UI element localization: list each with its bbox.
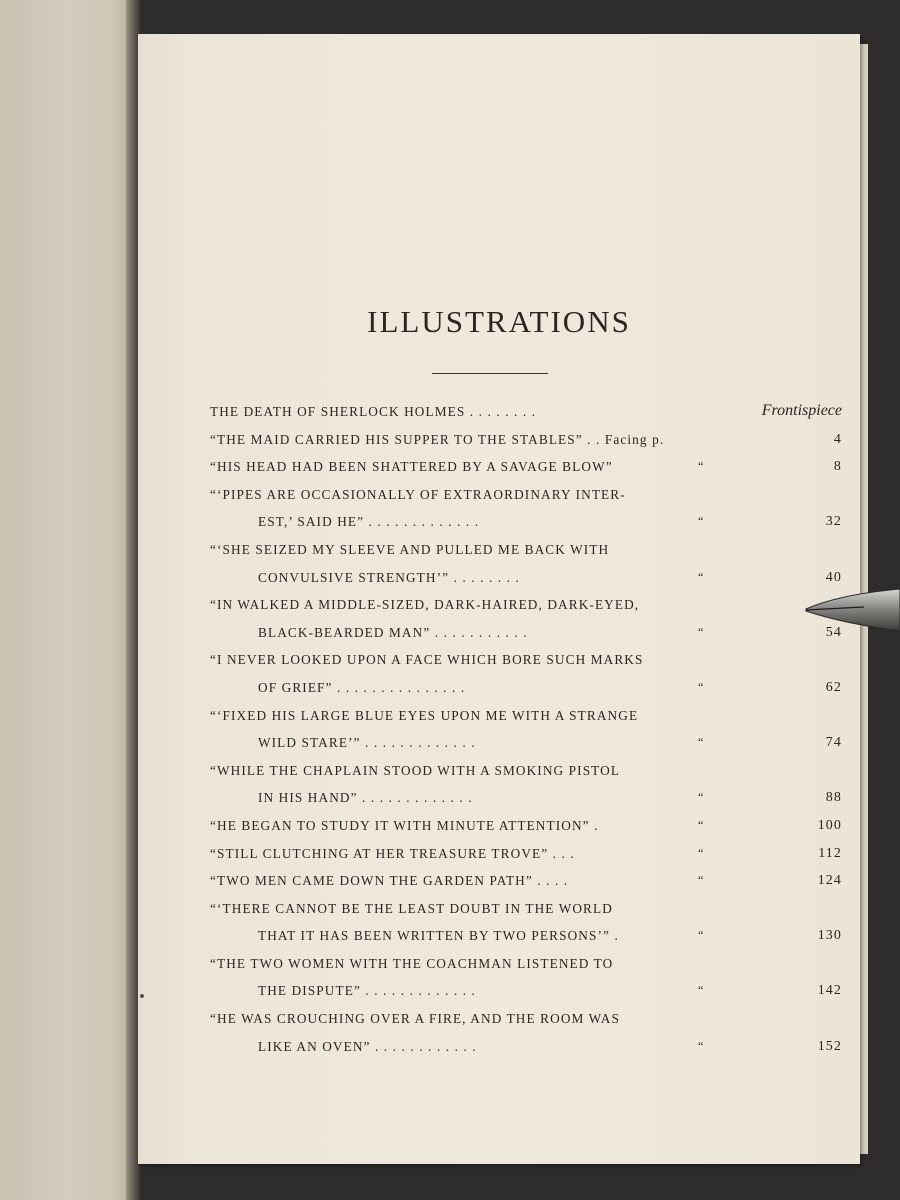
illustration-entry-line: [210, 676, 842, 704]
illustration-entry-line: [210, 731, 842, 759]
illustration-entry-line: [210, 593, 770, 621]
entry-caption: BLACK-BEARDED MAN” . . . . . . . . . . .: [258, 624, 528, 640]
illustration-entry-line: [210, 897, 770, 925]
illustration-entry-line: [210, 979, 842, 1007]
entry-caption: OF GRIEF” . . . . . . . . . . . . . . .: [258, 679, 466, 695]
entry-caption: THAT IT HAS BEEN WRITTEN BY TWO PERSONS’” .: [258, 928, 619, 944]
pen-tip-icon: [804, 585, 900, 635]
title-rule: [432, 373, 548, 374]
ditto-mark: “: [698, 790, 705, 805]
entry-caption: “‘FIXED HIS LARGE BLUE EYES UPON ME WITH A STRANGE: [210, 707, 639, 723]
illustration-entry-line: [210, 786, 842, 814]
illustration-entry-line: [210, 648, 770, 676]
entry-caption: “THE TWO WOMEN WITH THE COACHMAN LISTENED TO: [210, 955, 614, 971]
entry-caption: “HE WAS CROUCHING OVER A FIRE, AND THE ROOM WAS: [210, 1011, 621, 1027]
ditto-mark: “: [698, 459, 705, 474]
entry-caption: THE DEATH OF SHERLOCK HOLMES . . . . . . . .: [210, 404, 537, 419]
ditto-mark: “: [698, 679, 705, 694]
illustration-entry-line: [210, 842, 842, 870]
entry-caption: “TWO MEN CAME DOWN THE GARDEN PATH” . . . .: [210, 873, 569, 889]
entry-caption: “‘THERE CANNOT BE THE LEAST DOUBT IN THE WORLD: [210, 900, 613, 916]
entry-caption: “HE BEGAN TO STUDY IT WITH MINUTE ATTENTION” .: [210, 817, 599, 833]
illustration-entry-line: [210, 566, 842, 594]
illustration-entry-line: [210, 483, 770, 511]
illustration-entry-line: [210, 814, 842, 842]
entry-caption: CONVULSIVE STRENGTH’” . . . . . . . .: [258, 569, 520, 585]
ditto-mark: “: [698, 624, 705, 639]
ditto-mark: “: [698, 845, 705, 860]
illustration-entry-line: [210, 455, 842, 483]
illustration-entry-line: [210, 759, 770, 787]
page-title: ILLUSTRATIONS: [367, 304, 631, 339]
entry-caption: “THE MAID CARRIED HIS SUPPER TO THE STABLES” . . Facing p.: [210, 431, 665, 447]
illustration-entry-line: [210, 621, 842, 649]
entry-caption: LIKE AN OVEN” . . . . . . . . . . . .: [258, 1038, 477, 1054]
entry-page-number: 4: [833, 431, 842, 447]
entry-page-number: 54: [825, 624, 842, 640]
ditto-mark: “: [698, 569, 705, 584]
paper-speck: [140, 994, 144, 998]
right-page: [138, 34, 860, 1164]
entry-page-number: 8: [833, 459, 842, 475]
entry-caption: “I NEVER LOOKED UPON A FACE WHICH BORE SUCH MARKS: [210, 652, 644, 668]
entry-page-number: 124: [817, 873, 842, 889]
illustration-entry-line: [210, 1035, 842, 1063]
entry-caption: “‘SHE SEIZED MY SLEEVE AND PULLED ME BACK WITH: [210, 541, 610, 557]
entry-caption: “IN WALKED A MIDDLE-SIZED, DARK-HAIRED, DARK-EYED,: [210, 597, 640, 613]
ditto-mark: “: [698, 928, 705, 943]
illustration-entry-line: [210, 510, 842, 538]
ditto-mark: “: [698, 817, 705, 832]
entry-page-number: 130: [817, 928, 842, 944]
entry-caption: EST,’ SAID HE” . . . . . . . . . . . . .: [258, 514, 480, 530]
entry-page-number: 100: [817, 817, 842, 833]
entry-page-number: 32: [825, 514, 842, 530]
entry-page-number: 88: [825, 790, 842, 806]
entry-caption: “STILL CLUTCHING AT HER TREASURE TROVE” . . .: [210, 845, 575, 861]
entry-caption: “WHILE THE CHAPLAIN STOOD WITH A SMOKING PISTOL: [210, 762, 621, 778]
ditto-mark: “: [698, 873, 705, 888]
ditto-mark: “: [698, 735, 705, 750]
ditto-mark: “: [698, 514, 705, 529]
entry-page-number: 74: [825, 735, 842, 751]
entry-caption: WILD STARE’” . . . . . . . . . . . . .: [258, 735, 476, 751]
entry-page-number: 142: [817, 983, 842, 999]
ditto-mark: “: [698, 983, 705, 998]
illustration-entry-line: [210, 869, 842, 897]
ditto-mark: “: [698, 1038, 705, 1053]
illustration-entry-line: [210, 538, 770, 566]
illustrations-list: [210, 400, 842, 1062]
entry-page-number: 40: [825, 569, 842, 585]
entry-caption: “HIS HEAD HAD BEEN SHATTERED BY A SAVAGE BLOW”: [210, 459, 613, 475]
entry-page-number: 152: [817, 1038, 842, 1054]
illustration-entry-line: [210, 400, 842, 428]
entry-page-number: 62: [825, 679, 842, 695]
entry-caption: “‘PIPES ARE OCCASIONALLY OF EXTRAORDINARY INTER-: [210, 486, 626, 502]
illustration-entry-line: [210, 428, 842, 456]
entry-page-number: 112: [818, 845, 842, 861]
entry-ref: Frontispiece: [761, 402, 842, 419]
left-page: [0, 0, 132, 1200]
illustration-entry-line: [210, 924, 842, 952]
illustration-entry-line: [210, 1007, 770, 1035]
entry-caption: THE DISPUTE” . . . . . . . . . . . . .: [258, 983, 476, 999]
illustration-entry-line: [210, 952, 770, 980]
entry-caption: IN HIS HAND” . . . . . . . . . . . . .: [258, 790, 473, 806]
illustration-entry-line: [210, 704, 770, 732]
